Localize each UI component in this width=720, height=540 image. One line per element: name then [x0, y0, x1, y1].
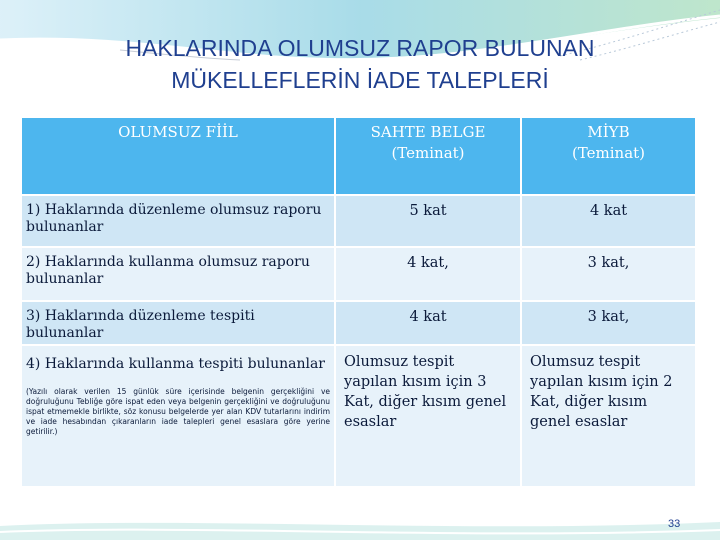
header-miyb-title: MİYB [587, 123, 630, 141]
header-miyb [520, 118, 695, 194]
page-title [0, 32, 720, 96]
row-4-note: (Yazılı olarak verilen 15 günlük süre içerisinde belgenin gerçekliğini ve doğruluğunu Tebliğe göre ispat eden veya belgenin gerçekliğini ve doğruluğunu ispat etmemekle birlikte, söz konusu belgelerde yer alan KDV tutarlarını indirim ve iade hesabından çıkaranların iade talepleri genel esaslara göre yerine getirilir.) [26, 387, 330, 436]
table-row [22, 246, 695, 300]
row-3-label: 3) Haklarında düzenleme tespiti bulunanlar [22, 300, 334, 344]
table-row [22, 344, 695, 486]
row-2-miyb: 3 kat, [520, 246, 695, 300]
header-miyb-sub: (Teminat) [571, 144, 646, 162]
row-2-sahte-belge: 4 kat, [334, 246, 520, 300]
row-3-sahte-belge: 4 kat [334, 300, 520, 344]
row-1-sahte-belge: 5 kat [334, 194, 520, 246]
row-2-label: 2) Haklarında kullanma olumsuz raporu bulunanlar [22, 246, 334, 300]
row-1-label: 1) Haklarında düzenleme olumsuz raporu bulunanlar [22, 194, 334, 246]
header-sahte-belge-sub: (Teminat) [391, 144, 465, 162]
table-row [22, 194, 695, 246]
row-4-miyb: Olumsuz tespit yapılan kısım için 2 Kat, diğer kısım genel esaslar [520, 344, 695, 486]
row-3-miyb: 3 kat, [520, 300, 695, 344]
header-olumsuz-fiil: OLUMSUZ FİİL [22, 118, 334, 194]
header-sahte-belge [334, 118, 520, 194]
row-4-sahte-belge: Olumsuz tespit yapılan kısım için 3 Kat, diğer kısım genel esaslar [334, 344, 520, 486]
refund-table [22, 118, 695, 486]
row-4-label: 4) Haklarında kullanma tespiti bulunanlar [26, 356, 325, 372]
title-line-1: HAKLARINDA OLUMSUZ RAPOR BULUNAN [125, 35, 595, 61]
table-header-row [22, 118, 695, 194]
table-row [22, 300, 695, 344]
title-line-2: MÜKELLEFLERİN İADE TALEPLERİ [171, 67, 549, 93]
row-1-miyb: 4 kat [520, 194, 695, 246]
header-sahte-belge-title: SAHTE BELGE [370, 123, 486, 141]
page-number: 33 [668, 518, 681, 530]
row-4-cell [22, 344, 334, 486]
